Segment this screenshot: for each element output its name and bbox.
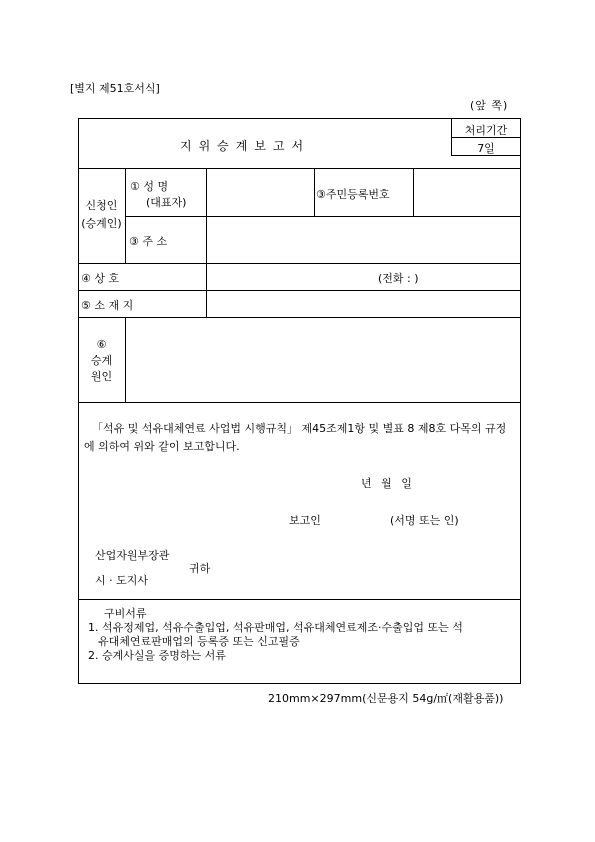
applicant-label: 신청인 — [85, 199, 118, 212]
divider — [413, 168, 414, 216]
date-line: 년 월 일 — [361, 477, 412, 490]
recipient-governor: 시 · 도지사 — [95, 574, 148, 587]
reporter-label: 보고인 — [289, 514, 321, 527]
location-label: ⑤ 소 재 지 — [81, 299, 134, 312]
recipient-suffix: 귀하 — [189, 562, 211, 575]
divider — [78, 402, 521, 403]
processing-period-value: 7일 — [477, 142, 495, 155]
trade-name-label: ④ 상 호 — [81, 272, 120, 285]
paper-spec: 210mm×297mm(신문용지 54g/㎡(재활용품)) — [268, 692, 504, 705]
divider — [78, 263, 521, 264]
doc-item: 2. 승계사실을 증명하는 서류 — [88, 649, 226, 662]
reason-number: ⑥ — [96, 338, 107, 351]
divider — [78, 599, 521, 600]
divider — [78, 290, 521, 291]
name-sublabel: (대표자) — [146, 196, 187, 209]
divider — [78, 317, 521, 318]
divider — [206, 168, 207, 317]
doc-item: 1. 석유정제업, 석유수출입업, 석유판매업, 석유대체연료제조·수출입업 또는 석 — [88, 621, 463, 634]
form-number: [별지 제51호서식] — [70, 82, 160, 95]
signature-label: (서명 또는 인) — [390, 514, 459, 527]
phone-label: (전화 : ) — [378, 272, 419, 285]
required-documents — [88, 607, 518, 663]
applicant-sublabel: (승계인) — [81, 217, 122, 230]
statement-text: 「석유 및 석유대체연료 사업법 시행규칙」 제45조제1항 및 별표 8 제8호 다목의 규정에 의하여 위와 같이 보고합니다. — [84, 422, 507, 453]
side-indicator: (앞 쪽) — [470, 99, 509, 112]
divider — [314, 168, 315, 216]
name-label: ① 성 명 — [130, 180, 169, 193]
address-label: ③ 주 소 — [129, 235, 168, 248]
divider — [125, 317, 126, 402]
processing-period-label: 처리기간 — [464, 124, 508, 137]
reason-label: 승계 — [90, 354, 113, 367]
divider — [125, 216, 521, 217]
docs-title: 구비서류 — [104, 607, 147, 620]
form-title: 지위승계보고서 — [180, 139, 311, 153]
divider — [78, 168, 521, 169]
resident-id-label: ③주민등록번호 — [316, 188, 390, 201]
recipient-minister: 산업자원부장관 — [95, 549, 170, 562]
reason-sublabel: 원인 — [90, 370, 113, 383]
doc-item: 유대체연료판매업의 등록증 또는 신고필증 — [98, 635, 300, 648]
